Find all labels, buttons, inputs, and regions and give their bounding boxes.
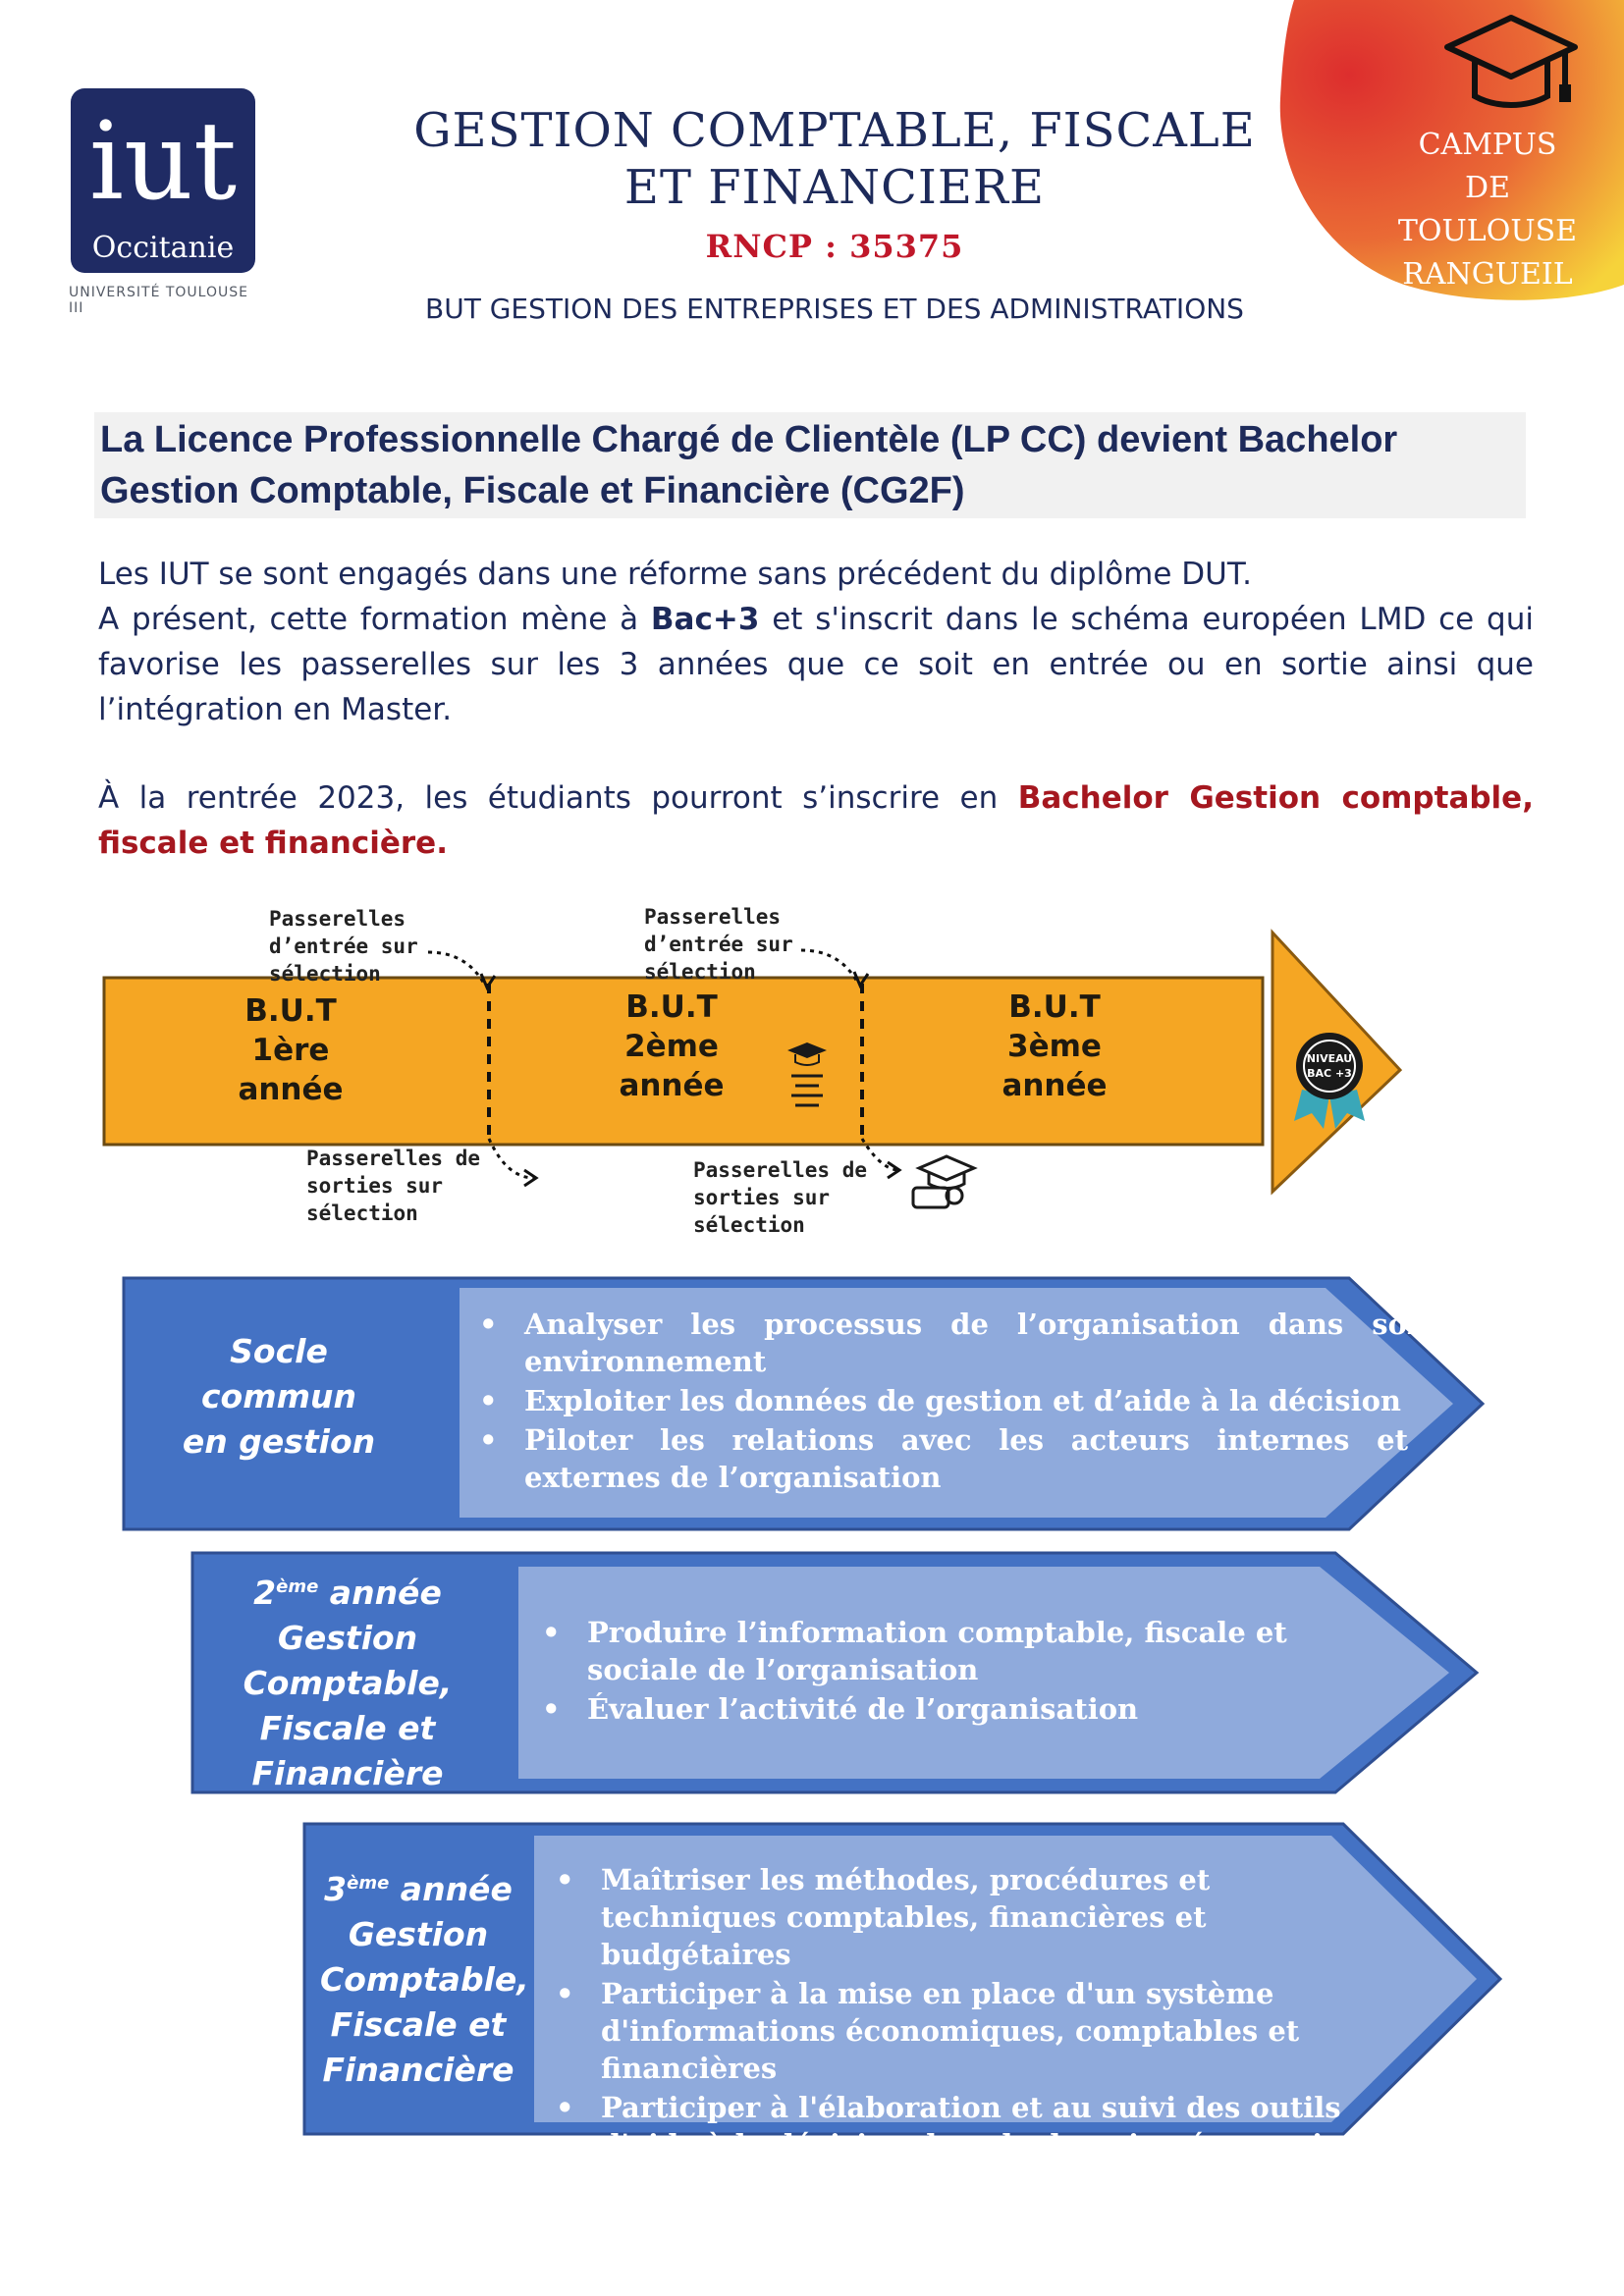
- exit-label-1: Passerelles de sorties sur sélection: [306, 1147, 481, 1225]
- campus-line: CAMPUS: [1418, 128, 1557, 162]
- logo-text: iut: [88, 98, 238, 224]
- year-number: 2: [253, 1574, 277, 1612]
- svg-text:NIVEAU: NIVEAU: [1306, 1052, 1353, 1065]
- block-title: Socle commun en gestion: [182, 1332, 376, 1461]
- socle-commun-block: [122, 1276, 1487, 1533]
- bac-highlight: Bac+3: [650, 602, 760, 637]
- logo-caption: UNIVERSITÉ TOULOUSE III: [69, 285, 248, 316]
- campus-line: TOULOUSE: [1397, 214, 1578, 248]
- list-item: • Maîtriser les méthodes, procédures et techniques comptables, financières et budgétaires: [548, 1861, 1308, 1973]
- exit-label-2: Passerelles de sorties sur sélection: [693, 1158, 868, 1237]
- list-item: • Analyser les processus de l’organisation dans son environnement: [471, 1306, 1428, 1380]
- rentree-text: À la rentrée 2023, les étudiants pourront s’inscrire en: [98, 780, 1018, 816]
- entry-label-2: Passerelles d’entrée sur sélection: [644, 905, 793, 984]
- but-year-word: année: [619, 1068, 725, 1103]
- list-item: • Participer à l'élaboration et au suivi des outils d'aide à la décision dans le domaine économique et financier.: [548, 2089, 1386, 2201]
- page-subtitle: BUT GESTION DES ENTREPRISES ET DES ADMINISTRATIONS: [425, 293, 1244, 325]
- list-item: • Évaluer l’activité de l’organisation: [534, 1690, 1359, 1728]
- year-title-rest: année Gestion Comptable, Fiscale et Financière: [320, 1870, 529, 2089]
- but-title: B.U.T: [625, 989, 718, 1025]
- but-year-word: année: [238, 1072, 344, 1107]
- svg-text:BAC +3: BAC +3: [1307, 1067, 1352, 1080]
- intro-text: A présent, cette formation mène à: [98, 602, 651, 637]
- block-list: [534, 1614, 1359, 1730]
- rentree-paragraph: [98, 775, 1534, 866]
- block-list: [548, 1861, 1392, 2203]
- but-year-3: [937, 988, 1172, 1105]
- page-title: GESTION COMPTABLE, FISCALE ET FINANCIERE: [413, 103, 1256, 215]
- list-item: • Exploiter les données de gestion et d’aide à la décision: [471, 1382, 1492, 1419]
- but-year-word: année: [1001, 1068, 1108, 1103]
- intro-text: et s'inscrit dans le schéma européen LMD ce qui favorise les passerelles sur les 3 années que ce soit en entrée ou en sortie ainsi que l’intégration en Master.: [98, 602, 1534, 727]
- list-item: • Piloter les relations avec les acteurs internes et externes de l’organisation: [471, 1421, 1408, 1496]
- but-year-number: 1ère: [251, 1033, 330, 1068]
- rncp-code: RNCP : 35375: [705, 228, 964, 265]
- campus-label: [1375, 124, 1600, 296]
- but-timeline: [94, 893, 1410, 1237]
- list-item: • Participer à la mise en place d'un système d'informations économiques, comptables et financières: [548, 1975, 1416, 2087]
- campus-line: DE: [1465, 171, 1510, 205]
- block-title: [230, 1565, 465, 1796]
- but-year-1: [173, 991, 408, 1109]
- campus-line: RANGUEIL: [1402, 257, 1573, 292]
- intro-paragraph: [98, 552, 1534, 732]
- but-year-number: 3ème: [1007, 1029, 1102, 1064]
- bachelor-highlight: Bachelor Gestion comptable, fiscale et financière: [98, 780, 1534, 861]
- year2-block: [190, 1551, 1487, 1796]
- year-number: 3: [324, 1870, 348, 1908]
- iut-logo: [71, 88, 255, 273]
- but-year-number: 2ème: [624, 1029, 719, 1064]
- intro-line: Les IUT se sont engagés dans une réforme sans précédent du diplôme DUT.: [98, 557, 1252, 592]
- period: .: [436, 826, 448, 861]
- year3-block: [302, 1822, 1506, 2199]
- lead-heading: La Licence Professionnelle Chargé de Clientèle (LP CC) devient Bachelor Gestion Comptable, Fiscale et Financière (CG2F): [94, 412, 1526, 518]
- year-suffix: ème: [276, 1576, 319, 1597]
- logo-subtext: Occitanie: [91, 231, 235, 265]
- entry-label-1: Passerelles d’entrée sur sélection: [269, 907, 418, 986]
- but-title: B.U.T: [244, 993, 337, 1029]
- block-title: [320, 1861, 529, 2093]
- year-title-rest: année Gestion Comptable, Fiscale et Financière: [243, 1574, 453, 1792]
- graduation-cap-icon: [1437, 8, 1585, 116]
- block-list: [471, 1306, 1492, 1498]
- list-item: • Produire l’information comptable, fiscale et sociale de l’organisation: [534, 1614, 1359, 1688]
- but-title: B.U.T: [1008, 989, 1101, 1025]
- year-suffix: ème: [347, 1873, 390, 1894]
- but-year-2: [554, 988, 789, 1105]
